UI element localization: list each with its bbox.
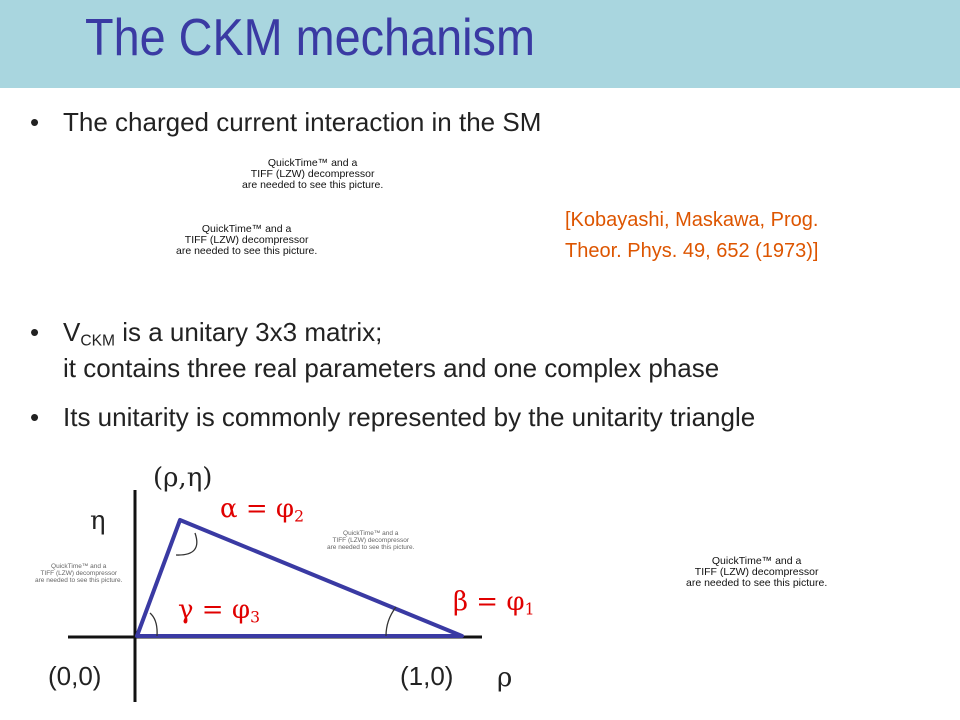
image-placeholder-2: QuickTime™ and a TIFF (LZW) decompressor are needed to see this picture. [176, 223, 318, 257]
bullet-2-line-1: $V_{CKM}$ is a unitary 3x3 matrix; [63, 317, 383, 350]
bullet-dot: • [30, 317, 40, 347]
gamma-angle-arc [150, 613, 157, 636]
reference-citation: [Kobayashi, Maskawa, Prog. Theor. Phys. 49, 652 (1973)] [565, 209, 819, 262]
bullet-3-text: Its unitarity is commonly represented by the unitarity triangle [63, 402, 756, 432]
bullet-dot: • [30, 402, 40, 432]
unit-point-label: (1,0) [400, 661, 454, 691]
alpha-angle-arc [176, 533, 197, 555]
image-placeholder-1: QuickTime™ and a TIFF (LZW) decompressor are needed to see this picture. [242, 157, 384, 191]
origin-label: (0,0) [48, 661, 102, 691]
apex-label: (ρ,η) [153, 463, 213, 493]
beta-angle-arc [386, 607, 396, 636]
bullet-1-text: The charged current interaction in the SM [63, 107, 542, 137]
eta-axis-label: η [90, 506, 106, 536]
image-placeholder-3: QuickTime™ and a TIFF (LZW) decompressor are needed to see this picture. [35, 563, 123, 584]
alpha-label: $\alpha = \varphi_2$ [220, 494, 304, 526]
image-placeholder-4: QuickTime™ and a TIFF (LZW) decompressor are needed to see this picture. [327, 530, 415, 551]
image-placeholder-5: QuickTime™ and a TIFF (LZW) decompressor are needed to see this picture. [686, 555, 828, 589]
gamma-label: $\gamma = \varphi_3$ [178, 595, 260, 627]
beta-label: $\beta = \varphi_1$ [453, 587, 535, 619]
slide-title: The CKM mechanism [85, 9, 535, 67]
bullet-dot: • [30, 107, 40, 137]
bullet-2-line-2: it contains three real parameters and one complex phase [63, 353, 720, 383]
rho-axis-label: ρ [497, 663, 513, 693]
